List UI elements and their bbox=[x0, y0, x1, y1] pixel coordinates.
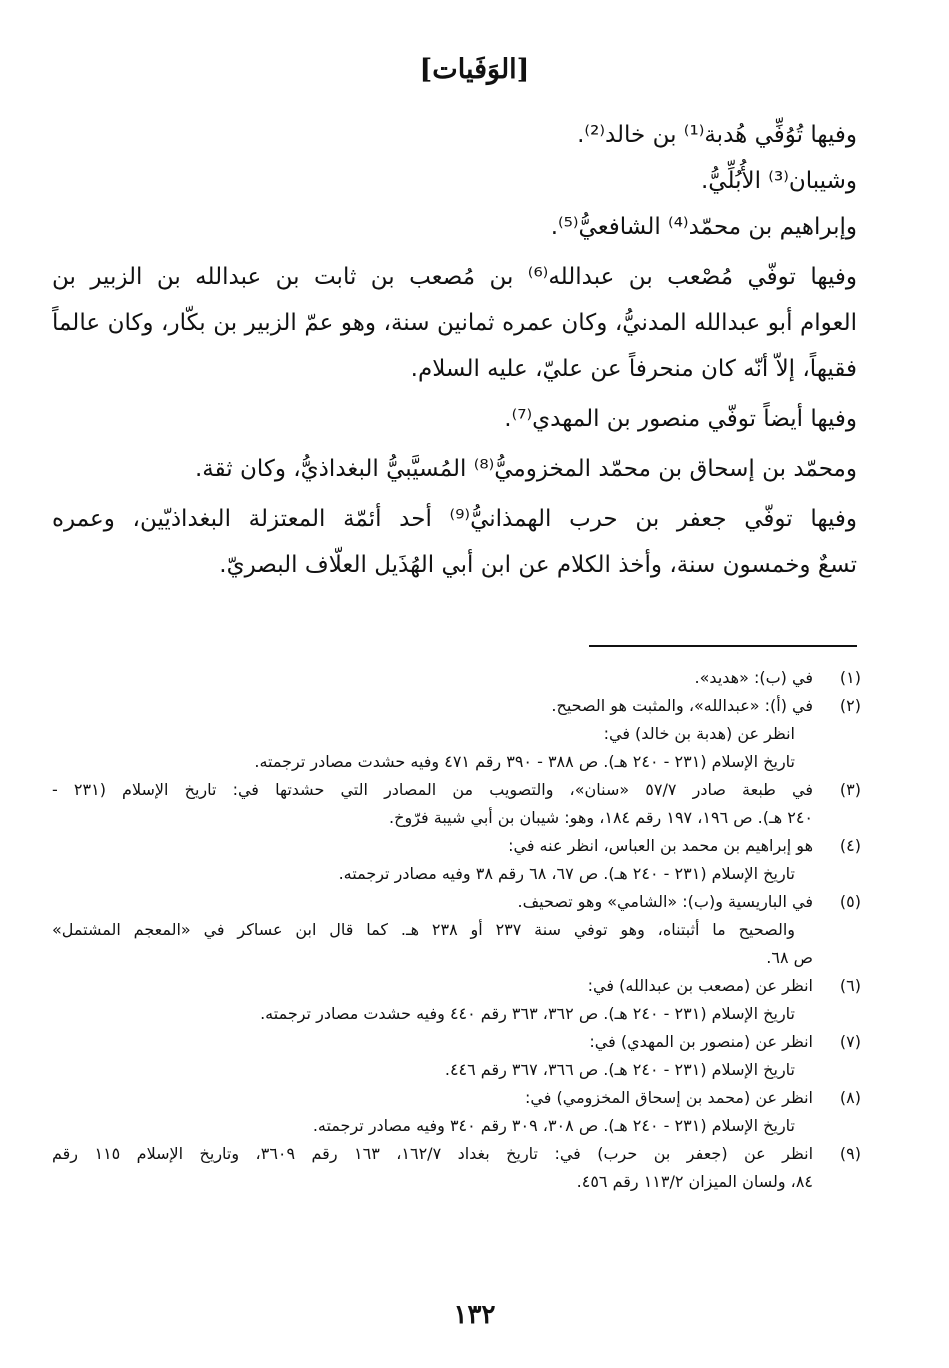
footnote-number: (٩) bbox=[839, 1144, 861, 1163]
text-line: وشيبان⁽³⁾ الأُبُلِّيُّ. bbox=[700, 168, 857, 194]
footnote-line: في الباريسية و(ب): «الشامي» وهو تصحيف. bbox=[517, 892, 813, 911]
footnote-line: والصحيح ما أثبتناه، وهو توفي سنة ٢٣٧ أو ٢٣٨ هـ. كما قال ابن عساكر في «المعجم المشتمل» bbox=[52, 920, 795, 939]
text-line: وفيها أيضاً توفّي منصور بن المهدي⁽⁷⁾. bbox=[504, 406, 857, 432]
footnote-line: ٢٤٠ هـ). ص ١٩٦، ١٩٧ رقم ١٨٤، وهو: شيبان بن أبي شيبة فرّوخ. bbox=[389, 808, 813, 827]
footnote-number: (٧) bbox=[839, 1032, 861, 1051]
footnote bbox=[52, 832, 861, 888]
footnote-line: انظر عن (منصور بن المهدي) في: bbox=[589, 1032, 813, 1051]
footnote-line: تاريخ الإسلام (٢٣١ - ٢٤٠ هـ). ص ٣٨٨ - ٣٩٠ رقم ٤٧١ وفيه حشدت مصادر ترجمته. bbox=[254, 752, 795, 771]
main-text bbox=[52, 112, 857, 588]
text-line: العوام أبو عبدالله المدنيُّ، وكان عمره ثمانين سنة، وهو عمّ الزبير بن بكّار، وكان عالماً bbox=[52, 310, 857, 336]
footnote-number: (٥) bbox=[839, 892, 861, 911]
footnote bbox=[52, 972, 861, 1028]
footnote-divider bbox=[589, 645, 857, 647]
footnote-line: ص ٦٨. bbox=[766, 948, 813, 967]
footnote-line: في (أ): «عبدالله»، والمثبت هو الصحيح. bbox=[551, 696, 813, 715]
footnote bbox=[52, 664, 861, 692]
footnote-line: في (ب): «هديد». bbox=[694, 668, 813, 687]
footnote-number: (٣) bbox=[839, 780, 861, 799]
text-line: تسعٌ وخمسون سنة، وأخذ الكلام عن ابن أبي الهُذَيل العلّاف البصريّ. bbox=[219, 552, 857, 578]
footnote-number: (٦) bbox=[839, 976, 861, 995]
text-line: وفيها توفّي مُصْعب بن عبدالله⁽⁶⁾ بن مُصعب بن ثابت بن عبدالله بن الزبير بن bbox=[52, 264, 857, 290]
footnote-line: انظر عن (هدبة بن خالد) في: bbox=[603, 724, 795, 743]
footnotes bbox=[52, 664, 861, 1196]
text-line: وفيها توفّي جعفر بن حرب الهمذانيُّ⁽⁹⁾ أحد أئمّة المعتزلة البغداذيّين، وعمره bbox=[52, 506, 857, 532]
footnote-line: تاريخ الإسلام (٢٣١ - ٢٤٠ هـ). ص ٦٧، ٦٨ رقم ٣٨ وفيه مصادر ترجمته. bbox=[338, 864, 795, 883]
text-line: وإبراهيم بن محمّد⁽⁴⁾ الشافعيُّ⁽⁵⁾. bbox=[550, 214, 857, 240]
footnote bbox=[52, 888, 861, 972]
text-line: فقيهاً، إلاّ أنّه كان منحرفاً عن عليّ، عليه السلام. bbox=[410, 356, 857, 382]
footnote-number: (٨) bbox=[839, 1088, 861, 1107]
footnote bbox=[52, 776, 861, 832]
page-number: ١٣٢ bbox=[453, 1300, 496, 1330]
section-heading: [الوَفَيات] bbox=[419, 54, 530, 85]
footnote bbox=[52, 1028, 861, 1084]
text-line: ومحمّد بن إسحاق بن محمّد المخزوميُّ⁽⁸⁾ المُسيَّبيُّ البغداذيُّ، وكان ثقة. bbox=[195, 456, 857, 482]
footnote bbox=[52, 692, 861, 776]
footnote-number: (٤) bbox=[839, 836, 861, 855]
footnote-line: انظر عن (جعفر بن حرب) في: تاريخ بغداد ١٦٢/٧، ١٦٣ رقم ٣٦٠٩، وتاريخ الإسلام ١١٥ رقم bbox=[52, 1144, 814, 1163]
footnote-line: انظر عن (محمد بن إسحاق المخزومي) في: bbox=[525, 1088, 813, 1107]
footnote-line: انظر عن (مصعب بن عبدالله) في: bbox=[587, 976, 813, 995]
footnote bbox=[52, 1140, 861, 1196]
footnote-line: تاريخ الإسلام (٢٣١ - ٢٤٠ هـ). ص ٣٦٦، ٣٦٧ رقم ٤٤٦. bbox=[444, 1060, 795, 1079]
footnote-line: تاريخ الإسلام (٢٣١ - ٢٤٠ هـ). ص ٣٠٨، ٣٠٩ رقم ٣٤٠ وفيه مصادر ترجمته. bbox=[312, 1116, 795, 1135]
text-line: وفيها تُوُفِّي هُدبة⁽¹⁾ بن خالد⁽²⁾. bbox=[577, 122, 857, 148]
footnote-line: هو إبراهيم بن محمد بن العباس، انظر عنه في: bbox=[508, 836, 813, 855]
footnote bbox=[52, 1084, 861, 1140]
footnote-line: تاريخ الإسلام (٢٣١ - ٢٤٠ هـ). ص ٣٦٢، ٣٦٣ رقم ٤٤٠ وفيه حشدت مصادر ترجمته. bbox=[260, 1004, 795, 1023]
footnote-line: في طبعة صادر ٥٧/٧ «سنان»، والتصويب من المصادر التي حشدتها في: تاريخ الإسلام (٢٣١ - bbox=[52, 780, 814, 799]
footnote-number: (٢) bbox=[839, 696, 861, 715]
footnote-line: ٨٤، ولسان الميزان ١١٣/٢ رقم ٤٥٦. bbox=[576, 1172, 813, 1191]
footnote-number: (١) bbox=[839, 668, 861, 687]
